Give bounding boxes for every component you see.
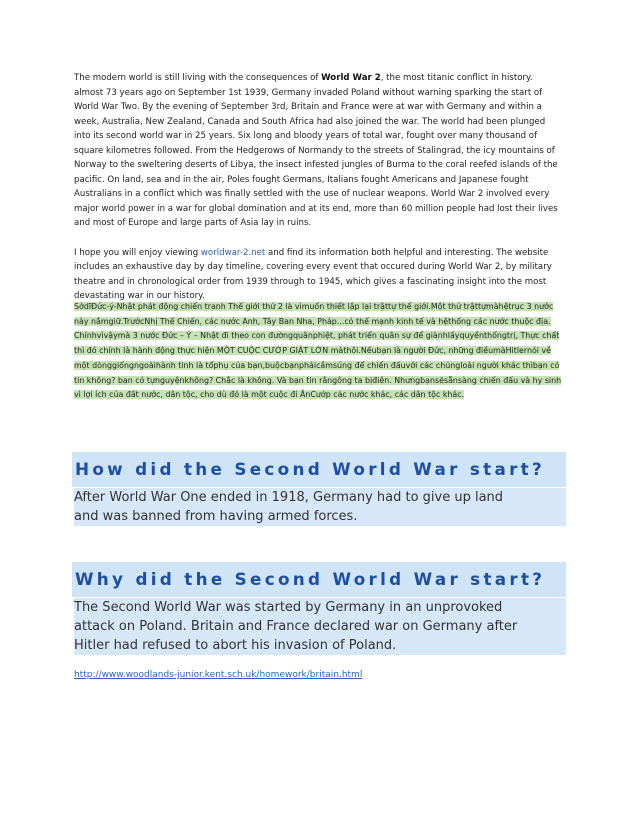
section-line: After World War One ended in 1918, Germany had to give up land xyxy=(74,488,566,507)
intro-block xyxy=(74,71,564,304)
section-line: attack on Poland. Britain and France declared war on Germany after xyxy=(74,617,566,636)
intro-p2-before: I hope you will enjoy viewing xyxy=(74,247,201,258)
intro-p1-before: The modern world is still living with the consequences of xyxy=(74,73,322,83)
worldwar2-link[interactable]: worldwar-2.net xyxy=(200,247,266,258)
intro-paragraph-1 xyxy=(74,71,564,231)
vietnamese-text: SởdĩĐức-ý-Nhật phát động chiến tranh Thế giới thứ 2 là vìmuốn thiết lập lại trậttự thế giới.Một thứ trậttựmàhệtrục 3 nước này nắmgiữ.TrướcNhị Thế Chiến, các nước Anh, Tây Ban Nha, Pháp...có thế mạnh kinh tế và hệthống các nước thuộc địa. Chínhvìvậymà 3 nước Đức – Ý – Nhật đi theo con đườngquânphiệt, phát triển quân sự để giànhlấyquyềnthốngtrị, Thực chất thì đó chính là hành động thực hiện MỘT CUỘC CƯỚP GIẬT LỚN màthôi.Nếubạn là người Đức, những điềumàHitlernói về một dònggiốngngoàihành tinh là tổphụ của bạn,buộcbạnphảicầmsúng để chiến đấuvới các chủngloài người khác thìbạn có tin không? bạn có tựnguyệnkhông? Chắc là không. Và bạn tin rằngông ta bịđiên. Nhưngbạnsẽsẵnsàng chiến đấu và hy sinh vì lợi ích của đất nước, dân tộc, cho dù đó là một cuộc đi ĂnCướp các nước khác, các dân tộc khác. xyxy=(74,302,562,400)
intro-p1-after: , the most titanic conflict in history. almost 73 years ago on September 1st 1939, Germany invaded Poland without warning sparking the start of World War Two. By the evening of September 3rd, Britain and France were at war with Germany and within a week, Australia, New Zealand, Canada and South Africa had also joined the war. The world had been plunged into its second world war in 25 years. Six long and bloody years of total war, fought over many thousand of square kilometres followed. From the Hedgerows of Normandy to the streets of Stalingrad, the icy mountains of Norway to the sweltering deserts of Libya, the insect infested jungles of Burma to the coral reefed islands of the pacific. On land, sea and in the air, Poles fought Germans, Italians fought Americans and Japanese fought Australians in a conflict which was finally settled with the use of nuclear weapons. World War 2 involved every major world power in a war for global domination and at its end, more than 60 million people had lost their lives and most of Europe and large parts of Asia lay in ruins. xyxy=(74,73,558,229)
intro-p2-after: and find its information both helpful and interesting. The website includes an exhaustive day by day timeline, covering every event that occured during World War 2, by military theatre and in chronological order from 1939 through to 1945, which gives a fascinating insight into the most devastating war in our history. xyxy=(74,247,552,302)
section-line: The Second World War was started by Germany in an unprovoked xyxy=(74,598,566,617)
section-heading-why: Why did the Second World War start? xyxy=(72,562,566,597)
section-body-how xyxy=(72,488,566,526)
section-line: Hitler had refused to abort his invasion of Poland. xyxy=(74,636,566,655)
intro-p1-bold: World War 2 xyxy=(321,73,381,83)
section-body-why xyxy=(72,598,566,655)
vietnamese-paragraph xyxy=(74,300,566,403)
source-url-link[interactable]: http://www.woodlands-junior.kent.sch.uk/homework/britain.html xyxy=(74,670,363,680)
section-line: and was banned from having armed forces. xyxy=(74,507,566,526)
intro-paragraph-2 xyxy=(74,246,564,304)
section-heading-how: How did the Second World War start? xyxy=(72,452,566,487)
